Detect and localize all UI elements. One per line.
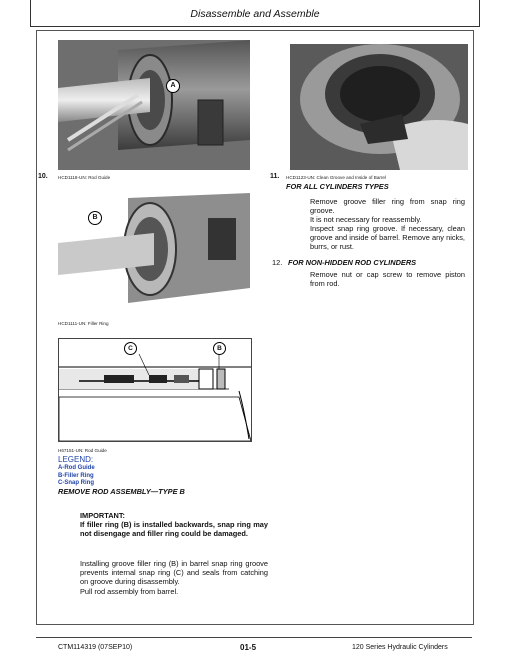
drawing-figure-id: H67151-UN: Rod Guide [58, 448, 107, 453]
left-paragraph-1: Installing groove filler ring (B) in barrel snap ring groove prevents internal snap ring (C) and seals from catching on groove during disassembly. [80, 559, 268, 587]
step-12-heading: FOR NON-HIDDEN ROD CYLINDERS [288, 258, 417, 267]
legend-item-c: C-Snap Ring [58, 480, 94, 486]
step-11-p1: Remove groove filler ring from snap ring groove. [310, 197, 465, 216]
legend-list [58, 465, 95, 488]
left-paragraph-2: Pull rod assembly from barrel. [80, 587, 179, 596]
callout-b-photo: B [88, 211, 102, 225]
step-11-p2: It is not necessary for reassembly. [310, 215, 422, 225]
clean-groove-photo [290, 44, 468, 170]
step-12-number: 12. [272, 258, 283, 267]
callout-a: A [166, 79, 180, 93]
callout-c-drawing: C [124, 342, 137, 355]
legend-item-b: B-Filler Ring [58, 472, 94, 479]
footer-title: 120 Series Hydraulic Cylinders [352, 644, 448, 651]
figure-11-number: 11. [270, 173, 280, 180]
legend-title: LEGEND: [58, 455, 94, 464]
step-11-heading: FOR ALL CYLINDERS TYPES [286, 182, 389, 191]
figure-10-id: HCD1118-UN: Rod Guide [58, 175, 111, 180]
filler-ring-figure-id: HCD1111-UN: Filler Ring [58, 321, 109, 326]
footer-rule [36, 637, 472, 638]
step-11-p3: Inspect snap ring groove. If necessary, clean groove and inside of barrel. Remove any nicks, burrs, or rust. [310, 224, 465, 252]
figure-10-number: 10. [38, 173, 48, 180]
footer-doc-code: CTM114319 (07SEP10) [58, 644, 133, 651]
callout-b-drawing: B [213, 342, 226, 355]
step-11-text [310, 197, 465, 252]
filler-ring-photo [58, 193, 250, 321]
page-header-title: Disassemble and Assemble [190, 8, 320, 20]
figure-11-id: HCD1123-UN: Clean Groove and Inside of Barrel [286, 175, 387, 180]
important-label: IMPORTANT: [80, 511, 126, 520]
legend-item-a: A-Rod Guide [58, 465, 95, 471]
important-text: If filler ring (B) is installed backwards, snap ring may not disengage and filler ring could be damaged. [80, 520, 268, 539]
rod-guide-photo [58, 40, 250, 170]
step-12-text: Remove nut or cap screw to remove piston from rod. [310, 270, 465, 289]
section-heading-type-b: REMOVE ROD ASSEMBLY—TYPE B [58, 487, 185, 496]
footer-page-number: 01-5 [240, 643, 257, 652]
